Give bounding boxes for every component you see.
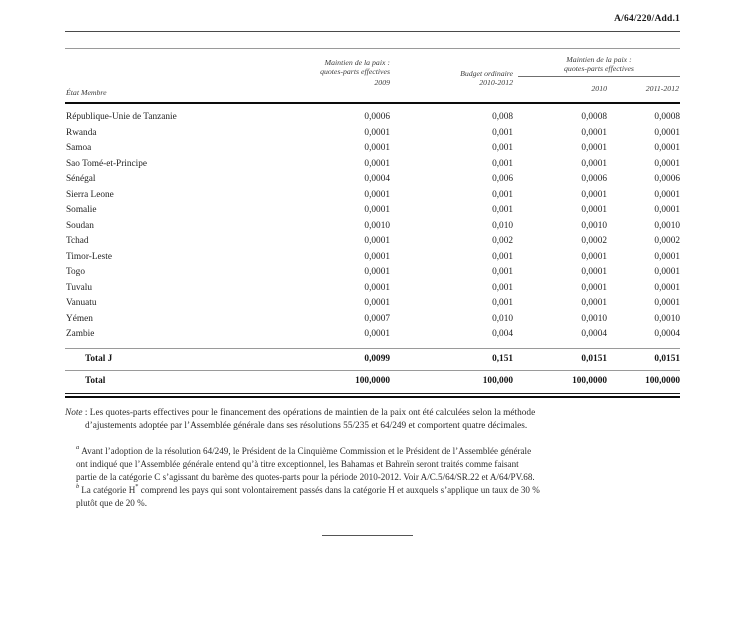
footnote-b-line-1: $^b$ La catégorie H* comprend les pays qui sont volontairement passés dans la catégorie H et auxquels s’applique un taux de 30 %: [76, 483, 540, 496]
total-row: Total 100,0000 100,000 100,0000 100,0000: [85, 375, 680, 386]
total-j-row: Total J 0,0099 0,151 0,0151 0,0151: [85, 353, 680, 364]
state-name: Timor-Leste: [66, 251, 112, 262]
header-year-2010: 2010: [591, 84, 607, 93]
table-row: Togo 0,0001 0,001 0,0001 0,0001: [65, 265, 680, 281]
header-rule: [65, 31, 680, 32]
table-row: Tchad 0,0001 0,002 0,0002 0,0002: [65, 234, 680, 250]
footnotes: [65, 445, 680, 510]
state-name: Somalie: [66, 205, 97, 215]
state-name: Tuvalu: [66, 282, 93, 293]
table-row: Timor-Leste 0,0001 0,001 0,0001 0,0001: [65, 250, 680, 266]
header-peacekeeping-group: Maintien de la paix : quotes-parts effectives: [518, 55, 680, 77]
note-line-2: d’ajustements adoptée par l’Assemblée générale dans ses résolutions 55/235 et 64/249 et comportent quatre décimales.: [85, 421, 528, 432]
end-of-document-rule: [322, 535, 413, 536]
state-name: Sao Tomé-et-Principe: [66, 158, 148, 169]
header-member-state: État Membre: [66, 87, 107, 97]
table-row: République-Unie de Tanzanie 0,0006 0,008 0,0008 0,0008: [65, 110, 680, 126]
footnote-a-line-1: $^a$ Avant l’adoption de la résolution 64/249, le Président de la Cinquième Commission et le Président de l’Assemblée générale: [76, 444, 532, 457]
state-name: République-Unie de Tanzanie: [66, 112, 177, 122]
table-row: Vanuatu 0,0001 0,001 0,0001 0,0001: [65, 296, 680, 312]
table-row: Somalie 0,0001 0,001 0,0001 0,0001: [65, 203, 680, 219]
table-body: [65, 104, 680, 348]
table-row: Samoa 0,0001 0,001 0,0001 0,0001: [65, 141, 680, 157]
state-name: Soudan: [66, 220, 94, 231]
table-row: Yémen 0,0007 0,010 0,0010 0,0010: [65, 312, 680, 328]
state-name: Tchad: [66, 236, 89, 246]
table-row: Zambie 0,0001 0,004 0,0004 0,0004: [65, 327, 680, 343]
header-regular-budget: Budget ordinaire 2010-2012: [460, 69, 513, 88]
table-row: Tuvalu 0,0001 0,001 0,0001 0,0001: [65, 281, 680, 297]
footnote-b-line-2: plutôt que de 20 %.: [76, 498, 147, 509]
category-h-superscript: *: [135, 483, 139, 491]
footnote-a-line-3: partie de la catégorie C s’agissant du barème des quotes-parts pour la période 2010-2012. Voir A/C.5/64/SR.22 et A/64/PV.68.: [76, 472, 535, 483]
state-name: Sierra Leone: [66, 189, 114, 200]
footnote-b-marker: b: [76, 483, 80, 491]
table-content: [65, 48, 680, 510]
state-name: Togo: [66, 267, 85, 277]
state-name: Yémen: [66, 313, 93, 324]
table-row: Rwanda 0,0001 0,001 0,0001 0,0001: [65, 126, 680, 142]
state-name: Zambie: [66, 329, 95, 339]
header-peacekeeping-2009: Maintien de la paix : quotes-parts effectives 2009: [320, 58, 390, 88]
table-end-rule: [65, 393, 680, 398]
footnote-a-line-2: ont indiqué que l’Assemblée générale entend qu’à titre exceptionnel, les Bahamas et Bahreïn seront traités comme faisant: [76, 459, 519, 470]
state-name: Rwanda: [66, 127, 97, 138]
note-line-1: Note : Les quotes-parts effectives pour le financement des opérations de maintien de la paix ont été calculées selon la méthode: [65, 407, 536, 418]
table-row: Sierra Leone 0,0001 0,001 0,0001 0,0001: [65, 188, 680, 204]
table-header: [65, 48, 680, 102]
table-row: Soudan 0,0010 0,010 0,0010 0,0010: [65, 219, 680, 235]
state-name: Sénégal: [66, 174, 96, 184]
header-year-2011-2012: 2011-2012: [645, 84, 679, 93]
document-symbol: A/64/220/Add.1: [614, 14, 680, 24]
table-row: Sao Tomé-et-Principe 0,0001 0,001 0,0001 0,0001: [65, 157, 680, 173]
table-row: Sénégal 0,0004 0,006 0,0006 0,0006: [65, 172, 680, 188]
table-note: [65, 407, 680, 435]
footnote-a-marker: a: [76, 444, 80, 452]
state-name: Samoa: [66, 143, 92, 153]
state-name: Vanuatu: [66, 298, 97, 308]
